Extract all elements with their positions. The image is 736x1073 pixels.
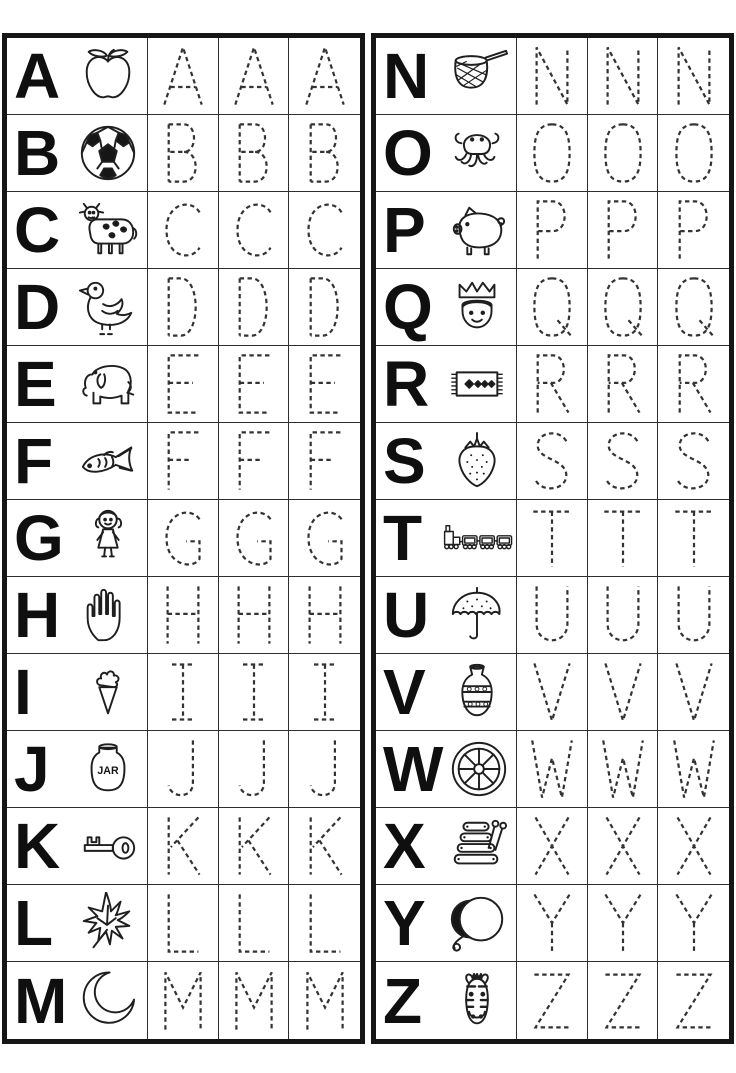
wheel-icon: [443, 738, 515, 800]
trace-cell: [517, 115, 588, 192]
trace-letter: [310, 432, 340, 489]
trace-letter: [308, 205, 341, 256]
letter-image-cell: [7, 731, 148, 808]
letter-image-cell: [7, 269, 148, 346]
trace-cell: [289, 269, 360, 346]
letter-image-cell: [7, 962, 148, 1039]
trace-cell: [658, 38, 729, 115]
trace-letter: [676, 974, 711, 1027]
trace-cell: [658, 731, 729, 808]
letter-image-cell: [7, 346, 148, 423]
trace-letter: [533, 512, 570, 567]
table-letters-n-z: [371, 33, 734, 1044]
trace-letter: [307, 972, 342, 1029]
trace-letter: [605, 124, 640, 181]
solid-letter: F: [14, 425, 52, 497]
trace-cell: [219, 962, 290, 1039]
table-letters-a-m: [2, 33, 365, 1044]
trace-cell: [658, 808, 729, 885]
yo-yo-icon: [441, 892, 513, 954]
trace-cell: [289, 808, 360, 885]
trace-cell: [289, 115, 360, 192]
trace-cell: [517, 38, 588, 115]
trace-cell: [588, 346, 659, 423]
trace-letter: [607, 47, 638, 104]
trace-letter: [534, 894, 569, 951]
trace-letter: [535, 817, 568, 874]
trace-cell: [219, 115, 290, 192]
trace-letter: [535, 433, 566, 488]
solid-letter: A: [14, 40, 59, 112]
pig-icon: [441, 199, 513, 261]
letter-image-cell: [376, 577, 517, 654]
trace-cell: [588, 38, 659, 115]
trace-cell: [289, 423, 360, 500]
trace-cell: [219, 808, 290, 885]
moon-icon: [72, 970, 144, 1032]
trace-cell: [588, 192, 659, 269]
trace-letter: [677, 433, 708, 488]
trace-letter: [534, 124, 569, 181]
solid-letter: W: [383, 733, 442, 805]
letter-image-cell: [376, 38, 517, 115]
trace-cell: [517, 423, 588, 500]
trace-letter: [239, 817, 270, 874]
solid-letter: H: [14, 579, 59, 651]
trace-cell: [289, 654, 360, 731]
girl-icon: [72, 507, 144, 569]
trace-letter: [238, 586, 269, 643]
trace-cell: [289, 885, 360, 962]
trace-cell: [148, 38, 219, 115]
letter-image-cell: [376, 346, 517, 423]
trace-cell: [219, 654, 290, 731]
trace-letter: [676, 894, 711, 951]
solid-letter: B: [14, 117, 59, 189]
trace-cell: [658, 885, 729, 962]
solid-letter: P: [383, 194, 424, 266]
hand-icon: [72, 584, 144, 646]
trace-cell: [588, 269, 659, 346]
cow-icon: [72, 199, 144, 261]
letter-image-cell: [7, 808, 148, 885]
trace-cell: [588, 654, 659, 731]
letter-image-cell: [7, 423, 148, 500]
trace-letter: [532, 740, 572, 797]
trace-cell: [148, 500, 219, 577]
trace-cell: [219, 885, 290, 962]
vase-icon: [441, 661, 513, 723]
trace-cell: [219, 346, 290, 423]
solid-letter: L: [14, 887, 52, 959]
letter-image-cell: [376, 731, 517, 808]
trace-letter: [239, 355, 269, 412]
trace-letter: [310, 817, 341, 874]
letter-image-cell: [376, 269, 517, 346]
trace-letter: [605, 894, 640, 951]
trace-cell: [148, 731, 219, 808]
queen-icon: [441, 276, 513, 338]
trace-cell: [588, 885, 659, 962]
trace-letter: [678, 47, 709, 104]
solid-letter: C: [14, 194, 59, 266]
solid-letter: X: [383, 810, 424, 882]
trace-letter: [605, 663, 640, 720]
trace-letter: [169, 355, 199, 412]
trace-letter: [239, 432, 269, 489]
trace-cell: [588, 115, 659, 192]
trace-cell: [517, 731, 588, 808]
trace-cell: [517, 346, 588, 423]
trace-cell: [588, 962, 659, 1039]
umbrella-icon: [441, 584, 513, 646]
duck-icon: [72, 276, 144, 338]
trace-letter: [603, 740, 643, 797]
trace-cell: [219, 38, 290, 115]
trace-letter: [235, 47, 272, 104]
trace-letter: [538, 355, 569, 412]
key-icon: [72, 815, 144, 877]
solid-letter: Z: [383, 964, 421, 1037]
letter-image-cell: [7, 885, 148, 962]
trace-cell: [289, 962, 360, 1039]
trace-cell: [289, 731, 360, 808]
trace-cell: [148, 269, 219, 346]
solid-letter: Y: [383, 887, 424, 959]
trace-cell: [588, 577, 659, 654]
trace-cell: [289, 192, 360, 269]
net-icon: [441, 45, 513, 107]
trace-letter: [306, 47, 343, 104]
solid-letter: M: [14, 964, 66, 1037]
trace-cell: [517, 808, 588, 885]
letter-image-cell: [376, 500, 517, 577]
trace-letter: [605, 278, 642, 336]
trace-cell: [219, 731, 290, 808]
letter-image-cell: [7, 654, 148, 731]
solid-letter: K: [14, 810, 59, 882]
trace-letter: [605, 974, 640, 1027]
octopus-icon: [441, 122, 513, 184]
trace-letter: [310, 740, 334, 795]
trace-cell: [219, 577, 290, 654]
trace-letter: [314, 665, 336, 720]
solid-letter: T: [383, 502, 421, 574]
trace-letter: [676, 278, 713, 336]
solid-letter: D: [14, 271, 59, 343]
trace-letter: [169, 432, 199, 489]
solid-letter: U: [383, 579, 428, 651]
trace-cell: [289, 577, 360, 654]
trace-cell: [588, 808, 659, 885]
trace-cell: [517, 500, 588, 577]
trace-letter: [239, 740, 263, 795]
trace-letter: [537, 586, 568, 640]
solid-letter: E: [14, 348, 55, 420]
letter-image-cell: [376, 962, 517, 1039]
letter-image-cell: [7, 577, 148, 654]
trace-cell: [148, 808, 219, 885]
trace-cell: [148, 962, 219, 1039]
trace-letter: [310, 278, 337, 335]
trace-letter: [676, 124, 711, 181]
trace-cell: [148, 115, 219, 192]
trace-cell: [658, 577, 729, 654]
trace-letter: [676, 663, 711, 720]
trace-cell: [219, 192, 290, 269]
trace-cell: [517, 962, 588, 1039]
trace-letter: [237, 205, 270, 256]
trace-letter: [169, 817, 200, 874]
trace-cell: [658, 962, 729, 1039]
trace-cell: [219, 500, 290, 577]
trace-letter: [310, 124, 337, 181]
solid-letter: I: [14, 656, 30, 728]
solid-letter: V: [383, 656, 424, 728]
trace-letter: [164, 47, 201, 104]
letter-image-cell: [376, 192, 517, 269]
trace-letter: [604, 512, 641, 567]
trace-letter: [534, 278, 571, 336]
solid-letter: S: [383, 425, 424, 497]
solid-letter: Q: [383, 271, 431, 343]
fish-icon: [72, 430, 144, 492]
trace-letter: [168, 586, 199, 643]
solid-letter: G: [14, 502, 62, 574]
trace-cell: [517, 192, 588, 269]
trace-letter: [239, 894, 269, 951]
trace-cell: [588, 423, 659, 500]
trace-cell: [588, 500, 659, 577]
trace-cell: [148, 885, 219, 962]
letter-image-cell: [376, 885, 517, 962]
solid-letter: N: [383, 40, 428, 112]
trace-letter: [537, 47, 568, 104]
trace-letter: [606, 433, 637, 488]
trace-letter: [608, 201, 635, 258]
trace-letter: [534, 974, 569, 1027]
trace-letter: [169, 278, 196, 335]
trace-letter: [534, 663, 569, 720]
trace-letter: [165, 972, 200, 1029]
ice-cream-icon: [72, 661, 144, 723]
trace-cell: [658, 346, 729, 423]
trace-letter: [606, 817, 639, 874]
trace-cell: [148, 346, 219, 423]
trace-letter: [675, 512, 712, 567]
trace-letter: [243, 665, 265, 720]
letter-image-cell: [376, 654, 517, 731]
trace-letter: [308, 513, 341, 565]
letter-image-cell: [376, 423, 517, 500]
trace-cell: [219, 269, 290, 346]
trace-cell: [148, 577, 219, 654]
trace-letter: [607, 586, 638, 640]
trace-cell: [148, 192, 219, 269]
letter-image-cell: [7, 38, 148, 115]
trace-cell: [658, 192, 729, 269]
letter-image-cell: [7, 192, 148, 269]
xylophone-icon: [441, 815, 513, 877]
trace-letter: [608, 355, 639, 412]
elephant-icon: [72, 353, 144, 415]
trace-cell: [658, 500, 729, 577]
trace-letter: [310, 894, 340, 951]
trace-cell: [148, 423, 219, 500]
trace-letter: [166, 205, 199, 256]
letter-image-cell: [376, 808, 517, 885]
trace-letter: [678, 586, 709, 640]
trace-cell: [289, 500, 360, 577]
solid-letter: J: [14, 733, 48, 805]
trace-letter: [310, 355, 340, 412]
letter-image-cell: [7, 115, 148, 192]
trace-letter: [674, 740, 714, 797]
trace-cell: [517, 654, 588, 731]
letter-image-cell: [7, 500, 148, 577]
train-icon: [441, 507, 513, 569]
trace-letter: [309, 586, 340, 643]
trace-cell: [658, 423, 729, 500]
trace-letter: [236, 972, 271, 1029]
trace-cell: [517, 577, 588, 654]
trace-letter: [239, 124, 266, 181]
rug-icon: [441, 353, 513, 415]
trace-letter: [166, 513, 199, 565]
trace-cell: [148, 654, 219, 731]
trace-cell: [219, 423, 290, 500]
trace-letter: [677, 817, 710, 874]
trace-cell: [289, 38, 360, 115]
trace-cell: [658, 654, 729, 731]
trace-cell: [658, 115, 729, 192]
apple-icon: [72, 45, 144, 107]
trace-letter: [679, 355, 710, 412]
trace-letter: [679, 201, 706, 258]
trace-letter: [169, 894, 199, 951]
trace-cell: [588, 731, 659, 808]
trace-cell: [517, 885, 588, 962]
ball-icon: [72, 122, 144, 184]
trace-letter: [169, 740, 193, 795]
zebra-icon: [441, 970, 513, 1032]
trace-cell: [517, 269, 588, 346]
trace-cell: [658, 269, 729, 346]
trace-letter: [538, 201, 565, 258]
leaf-icon: [72, 892, 144, 954]
trace-letter: [239, 278, 266, 335]
trace-letter: [237, 513, 270, 565]
trace-letter: [172, 665, 194, 720]
solid-letter: O: [383, 117, 431, 189]
letter-image-cell: [376, 115, 517, 192]
strawberry-icon: [441, 430, 513, 492]
trace-cell: [289, 346, 360, 423]
solid-letter: R: [383, 348, 428, 420]
jar-icon: [72, 738, 144, 800]
trace-letter: [169, 124, 196, 181]
